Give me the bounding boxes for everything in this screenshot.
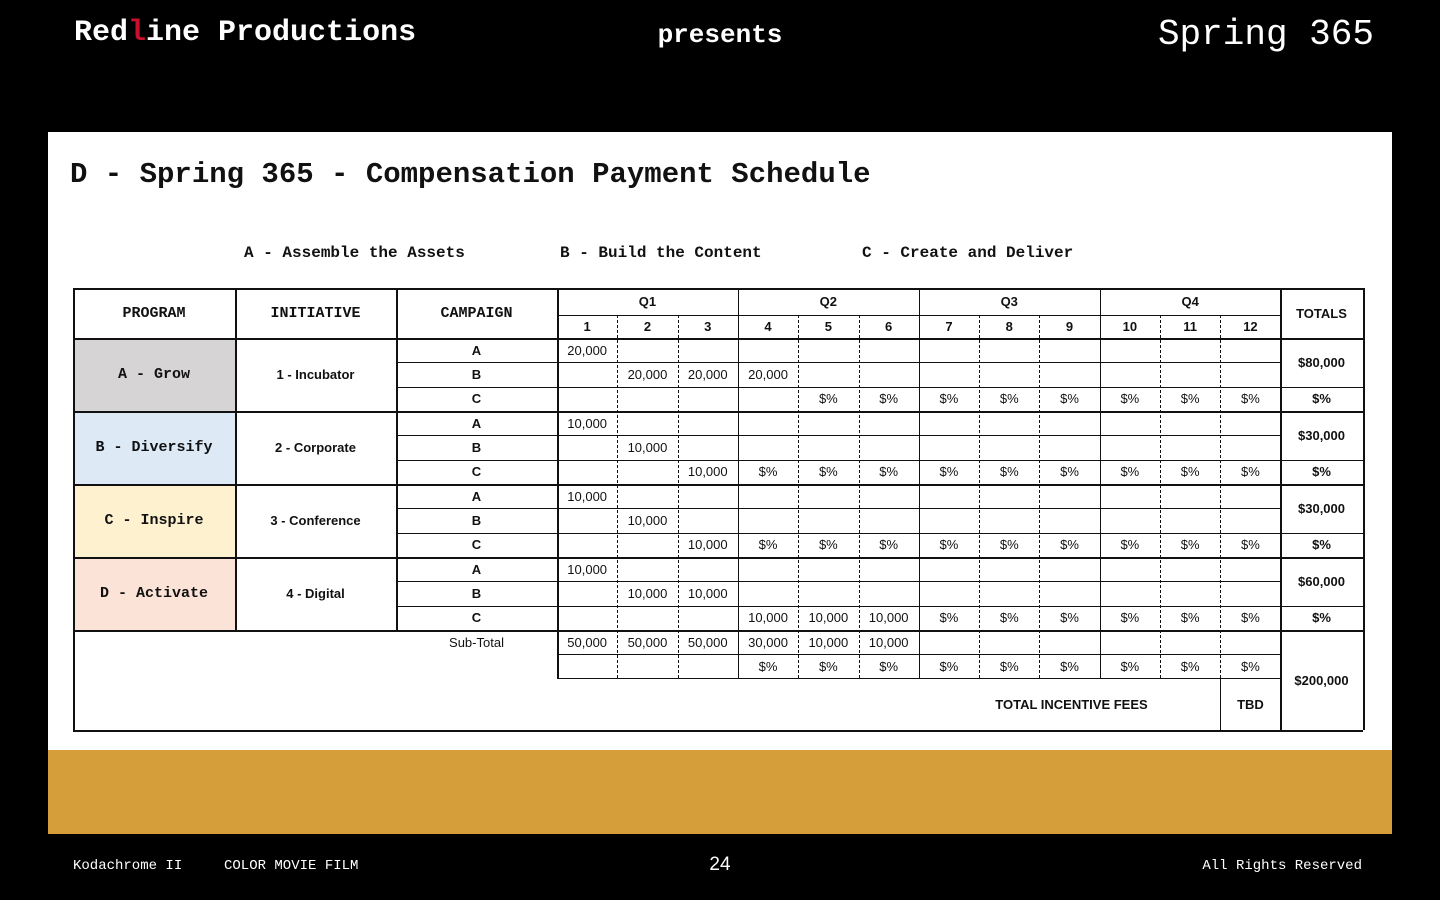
schedule-cell: $% xyxy=(758,537,778,553)
header-month-4: 4 xyxy=(764,319,772,334)
schedule-cell xyxy=(1100,557,1160,581)
schedule-cell: $% xyxy=(879,391,899,407)
header-month-6: 6 xyxy=(885,319,893,334)
month-dash xyxy=(979,315,980,678)
schedule-cell xyxy=(1100,581,1160,605)
month-dash xyxy=(678,315,679,678)
schedule-cell: $% xyxy=(999,610,1019,626)
row-rule xyxy=(396,606,1363,607)
schedule-cell xyxy=(979,362,1039,386)
month-dash xyxy=(617,315,618,678)
schedule-cell: $% xyxy=(1120,464,1140,480)
header-month-3: 3 xyxy=(704,319,712,334)
schedule-cell xyxy=(617,557,677,581)
schedule-cell xyxy=(738,557,798,581)
schedule-cell xyxy=(1220,411,1280,435)
program-total-pct: $% xyxy=(1312,464,1331,480)
schedule-cell xyxy=(617,338,677,362)
header-month-11: 11 xyxy=(1183,319,1198,334)
header-bottom-rule xyxy=(73,338,1363,340)
campaign-label: A xyxy=(471,488,482,504)
schedule-cell xyxy=(859,435,919,459)
month-dash xyxy=(798,315,799,678)
rights-label: All Rights Reserved xyxy=(1202,858,1362,874)
project-title: Spring 365 xyxy=(1157,14,1374,55)
schedule-cell xyxy=(1039,338,1099,362)
schedule-cell: 10,000 xyxy=(687,537,728,553)
initiative-label: 4 - Digital xyxy=(286,586,345,601)
schedule-cell: $% xyxy=(818,464,838,480)
schedule-cell: $% xyxy=(999,391,1019,407)
campaign-label: B xyxy=(471,439,482,455)
schedule-cell xyxy=(979,508,1039,532)
campaign-label: B xyxy=(471,366,482,382)
schedule-cell xyxy=(798,362,858,386)
subtotal-cell: 50,000 xyxy=(567,634,608,650)
schedule-cell xyxy=(1220,338,1280,362)
schedule-cell xyxy=(678,387,738,411)
schedule-cell xyxy=(859,508,919,532)
schedule-cell: 10,000 xyxy=(627,439,668,455)
schedule-cell: $% xyxy=(879,464,899,480)
schedule-cell xyxy=(1160,557,1220,581)
subtotal-bottom-rule xyxy=(557,678,1280,679)
month-dash xyxy=(1160,315,1161,678)
schedule-cell xyxy=(979,581,1039,605)
header-quarter-q1: Q1 xyxy=(638,294,657,309)
schedule-cell xyxy=(919,581,979,605)
schedule-cell xyxy=(979,435,1039,459)
schedule-cell xyxy=(919,362,979,386)
phase-a-label: A - Assemble the Assets xyxy=(244,244,465,262)
incentive-rule xyxy=(1220,678,1221,730)
table-border-bottom xyxy=(73,730,1363,732)
brand-text-red: l xyxy=(128,16,147,50)
grand-total: $200,000 xyxy=(1294,672,1349,688)
subtotal-cell xyxy=(1220,630,1280,654)
schedule-cell xyxy=(678,606,738,630)
schedule-cell xyxy=(1039,581,1099,605)
schedule-cell xyxy=(859,581,919,605)
subtotal-cell: 30,000 xyxy=(748,634,788,650)
program-total-pct: $% xyxy=(1312,537,1331,553)
schedule-cell xyxy=(678,484,738,508)
program-label: D - Activate xyxy=(99,585,209,602)
schedule-cell: $% xyxy=(818,391,838,407)
subtotal-label: Sub-Total xyxy=(449,634,504,650)
subtotal-pct-cell: $% xyxy=(999,658,1019,674)
schedule-cell xyxy=(1039,435,1099,459)
schedule-cell xyxy=(1160,581,1220,605)
program-total-pct: $% xyxy=(1312,391,1331,407)
schedule-cell: 10,000 xyxy=(567,488,608,504)
header-month-1: 1 xyxy=(583,319,591,334)
campaign-label: A xyxy=(471,561,482,577)
col-rule-initiative xyxy=(235,288,237,630)
header-totals: TOTALS xyxy=(1296,305,1347,321)
row-rule xyxy=(396,533,1363,534)
schedule-cell xyxy=(1100,362,1160,386)
schedule-cell xyxy=(919,484,979,508)
schedule-cell: $% xyxy=(1241,391,1260,407)
film-type: COLOR MOVIE FILM xyxy=(224,858,359,874)
header-month-5: 5 xyxy=(824,319,832,334)
campaign-label: B xyxy=(471,512,482,528)
month-dash xyxy=(859,315,860,678)
schedule-cell: $% xyxy=(1241,537,1260,553)
schedule-cell: $% xyxy=(999,537,1019,553)
subtotal-pct-cell: $% xyxy=(939,658,959,674)
schedule-cell xyxy=(1160,435,1220,459)
schedule-cell xyxy=(557,460,617,484)
schedule-cell: $% xyxy=(818,537,838,553)
schedule-cell xyxy=(798,581,858,605)
schedule-cell xyxy=(678,411,738,435)
schedule-cell xyxy=(1160,508,1220,532)
row-rule xyxy=(396,508,1280,509)
schedule-cell: 10,000 xyxy=(808,610,849,626)
col-rule-totals xyxy=(1280,288,1282,730)
subtotal-pct-cell xyxy=(557,654,617,678)
schedule-cell xyxy=(1039,557,1099,581)
campaign-label: C xyxy=(471,537,482,553)
schedule-cell xyxy=(1100,484,1160,508)
schedule-cell xyxy=(1220,484,1280,508)
subtotal-cell: 10,000 xyxy=(868,634,909,650)
subtotal-pct-cell: $% xyxy=(1060,658,1079,674)
brand-text-post: ine Productions xyxy=(146,16,417,50)
schedule-cell: 10,000 xyxy=(567,415,608,431)
schedule-cell xyxy=(859,557,919,581)
subtotal-rule xyxy=(73,630,1363,632)
schedule-cell xyxy=(1039,411,1099,435)
schedule-cell xyxy=(1160,362,1220,386)
schedule-cell xyxy=(557,508,617,532)
quarter-rule xyxy=(919,288,920,678)
schedule-cell xyxy=(798,411,858,435)
schedule-cell: $% xyxy=(1241,464,1260,480)
row-rule xyxy=(396,435,1280,436)
subtotal-mid-rule xyxy=(557,654,1280,655)
schedule-cell: $% xyxy=(879,537,899,553)
schedule-cell xyxy=(1220,435,1280,459)
schedule-cell xyxy=(738,581,798,605)
header-campaign: CAMPAIGN xyxy=(440,304,513,322)
program-total: $60,000 xyxy=(1298,573,1345,589)
subtotal-cell xyxy=(1160,630,1220,654)
schedule-cell xyxy=(1039,362,1099,386)
schedule-cell xyxy=(1160,484,1220,508)
subtotal-pct-cell: $% xyxy=(758,658,778,674)
schedule-cell xyxy=(617,484,677,508)
schedule-cell xyxy=(557,581,617,605)
schedule-cell: 10,000 xyxy=(687,464,728,480)
schedule-cell: 10,000 xyxy=(567,561,608,577)
schedule-cell xyxy=(678,435,738,459)
schedule-cell xyxy=(557,533,617,557)
campaign-label: C xyxy=(471,391,482,407)
schedule-cell xyxy=(617,533,677,557)
row-rule xyxy=(396,460,1363,461)
quarter-rule xyxy=(738,288,739,678)
schedule-cell: 20,000 xyxy=(748,366,788,382)
schedule-cell: $% xyxy=(999,464,1019,480)
schedule-cell xyxy=(557,435,617,459)
schedule-cell: $% xyxy=(1120,610,1140,626)
schedule-cell xyxy=(919,557,979,581)
schedule-cell xyxy=(919,338,979,362)
schedule-cell xyxy=(1160,338,1220,362)
schedule-cell xyxy=(919,435,979,459)
schedule-cell: $% xyxy=(939,464,959,480)
schedule-cell xyxy=(979,484,1039,508)
schedule-cell xyxy=(1100,435,1160,459)
compensation-table xyxy=(73,288,1363,730)
schedule-cell xyxy=(738,338,798,362)
schedule-cell xyxy=(859,411,919,435)
schedule-cell xyxy=(979,338,1039,362)
header-month-8: 8 xyxy=(1005,319,1013,334)
brand-text-pre: Red xyxy=(74,16,129,50)
schedule-cell xyxy=(738,435,798,459)
schedule-cell xyxy=(798,484,858,508)
schedule-cell xyxy=(738,484,798,508)
initiative-label: 3 - Conference xyxy=(270,513,361,528)
schedule-cell xyxy=(678,508,738,532)
slide-title: D - Spring 365 - Compensation Payment Schedule xyxy=(70,158,871,191)
group-rule xyxy=(73,411,1363,413)
program-total: $80,000 xyxy=(1298,354,1345,370)
schedule-cell: 10,000 xyxy=(868,610,909,626)
header-quarter-q2: Q2 xyxy=(819,294,837,309)
schedule-cell: $% xyxy=(1060,537,1079,553)
header-program: PROGRAM xyxy=(122,304,186,322)
campaign-label: A xyxy=(471,342,482,358)
schedule-cell: $% xyxy=(939,610,959,626)
schedule-cell xyxy=(738,508,798,532)
program-label: A - Grow xyxy=(117,366,190,383)
schedule-cell xyxy=(798,338,858,362)
subtotal-pct-cell: $% xyxy=(1120,658,1140,674)
subtotal-pct-cell: $% xyxy=(1241,658,1260,674)
schedule-cell: $% xyxy=(1060,391,1079,407)
schedule-cell: $% xyxy=(939,537,959,553)
quarter-rule xyxy=(1100,288,1101,678)
program-total: $30,000 xyxy=(1298,500,1345,516)
schedule-cell: $% xyxy=(1120,537,1140,553)
incentive-label: TOTAL INCENTIVE FEES xyxy=(995,696,1148,712)
schedule-cell xyxy=(557,362,617,386)
initiative-label: 1 - Incubator xyxy=(276,367,355,382)
header-month-10: 10 xyxy=(1122,319,1138,334)
schedule-cell xyxy=(798,435,858,459)
campaign-label: A xyxy=(471,415,482,431)
header-quarter-q4: Q4 xyxy=(1181,294,1199,309)
subtotal-cell: 50,000 xyxy=(627,634,668,650)
schedule-cell xyxy=(798,557,858,581)
schedule-cell xyxy=(919,411,979,435)
schedule-cell xyxy=(979,557,1039,581)
col-rule-months xyxy=(557,288,559,678)
subtotal-pct-cell xyxy=(617,654,677,678)
schedule-cell: $% xyxy=(1241,610,1260,626)
subtotal-pct-cell xyxy=(678,654,738,678)
row-rule xyxy=(396,581,1280,582)
subtotal-cell: 10,000 xyxy=(808,634,849,650)
schedule-cell xyxy=(557,606,617,630)
subtotal-pct-cell: $% xyxy=(818,658,838,674)
schedule-cell: $% xyxy=(1180,391,1200,407)
schedule-cell xyxy=(1039,484,1099,508)
schedule-cell: 20,000 xyxy=(627,366,668,382)
schedule-cell xyxy=(617,411,677,435)
program-label: B - Diversify xyxy=(95,439,213,456)
month-dash xyxy=(1220,315,1221,678)
schedule-cell: 10,000 xyxy=(687,585,728,601)
page-number: 24 xyxy=(709,854,731,875)
row-rule xyxy=(396,387,1363,388)
header-initiative: INITIATIVE xyxy=(270,304,361,322)
subtotal-pct-cell: $% xyxy=(1180,658,1200,674)
program-total-pct: $% xyxy=(1312,610,1331,626)
schedule-cell xyxy=(678,557,738,581)
schedule-cell xyxy=(859,484,919,508)
schedule-cell xyxy=(678,338,738,362)
header-month-2: 2 xyxy=(643,319,652,334)
schedule-cell xyxy=(859,362,919,386)
schedule-cell: $% xyxy=(1180,537,1200,553)
schedule-cell xyxy=(1220,581,1280,605)
schedule-cell xyxy=(617,460,677,484)
group-rule xyxy=(73,557,1363,559)
schedule-cell xyxy=(1100,338,1160,362)
schedule-cell: $% xyxy=(1180,610,1200,626)
schedule-cell xyxy=(919,508,979,532)
table-border-left xyxy=(73,288,75,730)
schedule-cell xyxy=(1220,557,1280,581)
schedule-cell xyxy=(1220,362,1280,386)
schedule-cell: 10,000 xyxy=(748,610,788,626)
schedule-cell xyxy=(979,411,1039,435)
month-dash xyxy=(1039,315,1040,678)
campaign-label: C xyxy=(471,464,482,480)
program-total: $30,000 xyxy=(1298,427,1345,443)
header-month-7: 7 xyxy=(945,319,953,334)
schedule-cell: $% xyxy=(1120,391,1140,407)
header-month-12: 12 xyxy=(1243,319,1258,334)
schedule-cell: $% xyxy=(1060,610,1079,626)
schedule-cell xyxy=(738,387,798,411)
schedule-cell: 20,000 xyxy=(567,342,608,358)
presents-label: presents xyxy=(657,20,783,50)
schedule-cell: 10,000 xyxy=(627,585,668,601)
phase-b-label: B - Build the Content xyxy=(560,244,762,262)
schedule-cell xyxy=(859,338,919,362)
header-month-9: 9 xyxy=(1065,319,1074,334)
schedule-cell xyxy=(798,508,858,532)
schedule-cell xyxy=(1039,508,1099,532)
schedule-cell: 10,000 xyxy=(627,512,668,528)
incentive-value: TBD xyxy=(1237,696,1264,712)
schedule-cell xyxy=(738,411,798,435)
table-border-top xyxy=(73,288,1363,290)
subtotal-cell xyxy=(979,630,1039,654)
schedule-cell: $% xyxy=(758,464,778,480)
schedule-cell: 20,000 xyxy=(687,366,728,382)
schedule-cell: $% xyxy=(939,391,959,407)
campaign-label: C xyxy=(471,610,482,626)
subtotal-cell xyxy=(1039,630,1099,654)
group-rule xyxy=(73,484,1363,486)
film-brand: Kodachrome II xyxy=(73,858,183,874)
campaign-label: B xyxy=(471,585,482,601)
table-border-right xyxy=(1363,288,1365,730)
subtotal-cell xyxy=(919,630,979,654)
subtotal-cell: 50,000 xyxy=(687,634,728,650)
subtotal-cell xyxy=(1100,630,1160,654)
schedule-cell xyxy=(617,606,677,630)
gold-band xyxy=(48,750,1392,834)
schedule-cell: $% xyxy=(1060,464,1079,480)
schedule-cell xyxy=(1220,508,1280,532)
header-quarter-q3: Q3 xyxy=(1000,294,1018,309)
schedule-cell xyxy=(1160,411,1220,435)
initiative-label: 2 - Corporate xyxy=(275,440,356,455)
schedule-cell xyxy=(1100,508,1160,532)
phase-c-label: C - Create and Deliver xyxy=(862,244,1074,262)
schedule-cell xyxy=(617,387,677,411)
schedule-cell xyxy=(557,387,617,411)
subtotal-pct-cell: $% xyxy=(879,658,899,674)
schedule-cell: $% xyxy=(1180,464,1200,480)
schedule-cell xyxy=(1100,411,1160,435)
program-label: C - Inspire xyxy=(104,512,204,529)
row-rule xyxy=(396,362,1280,363)
